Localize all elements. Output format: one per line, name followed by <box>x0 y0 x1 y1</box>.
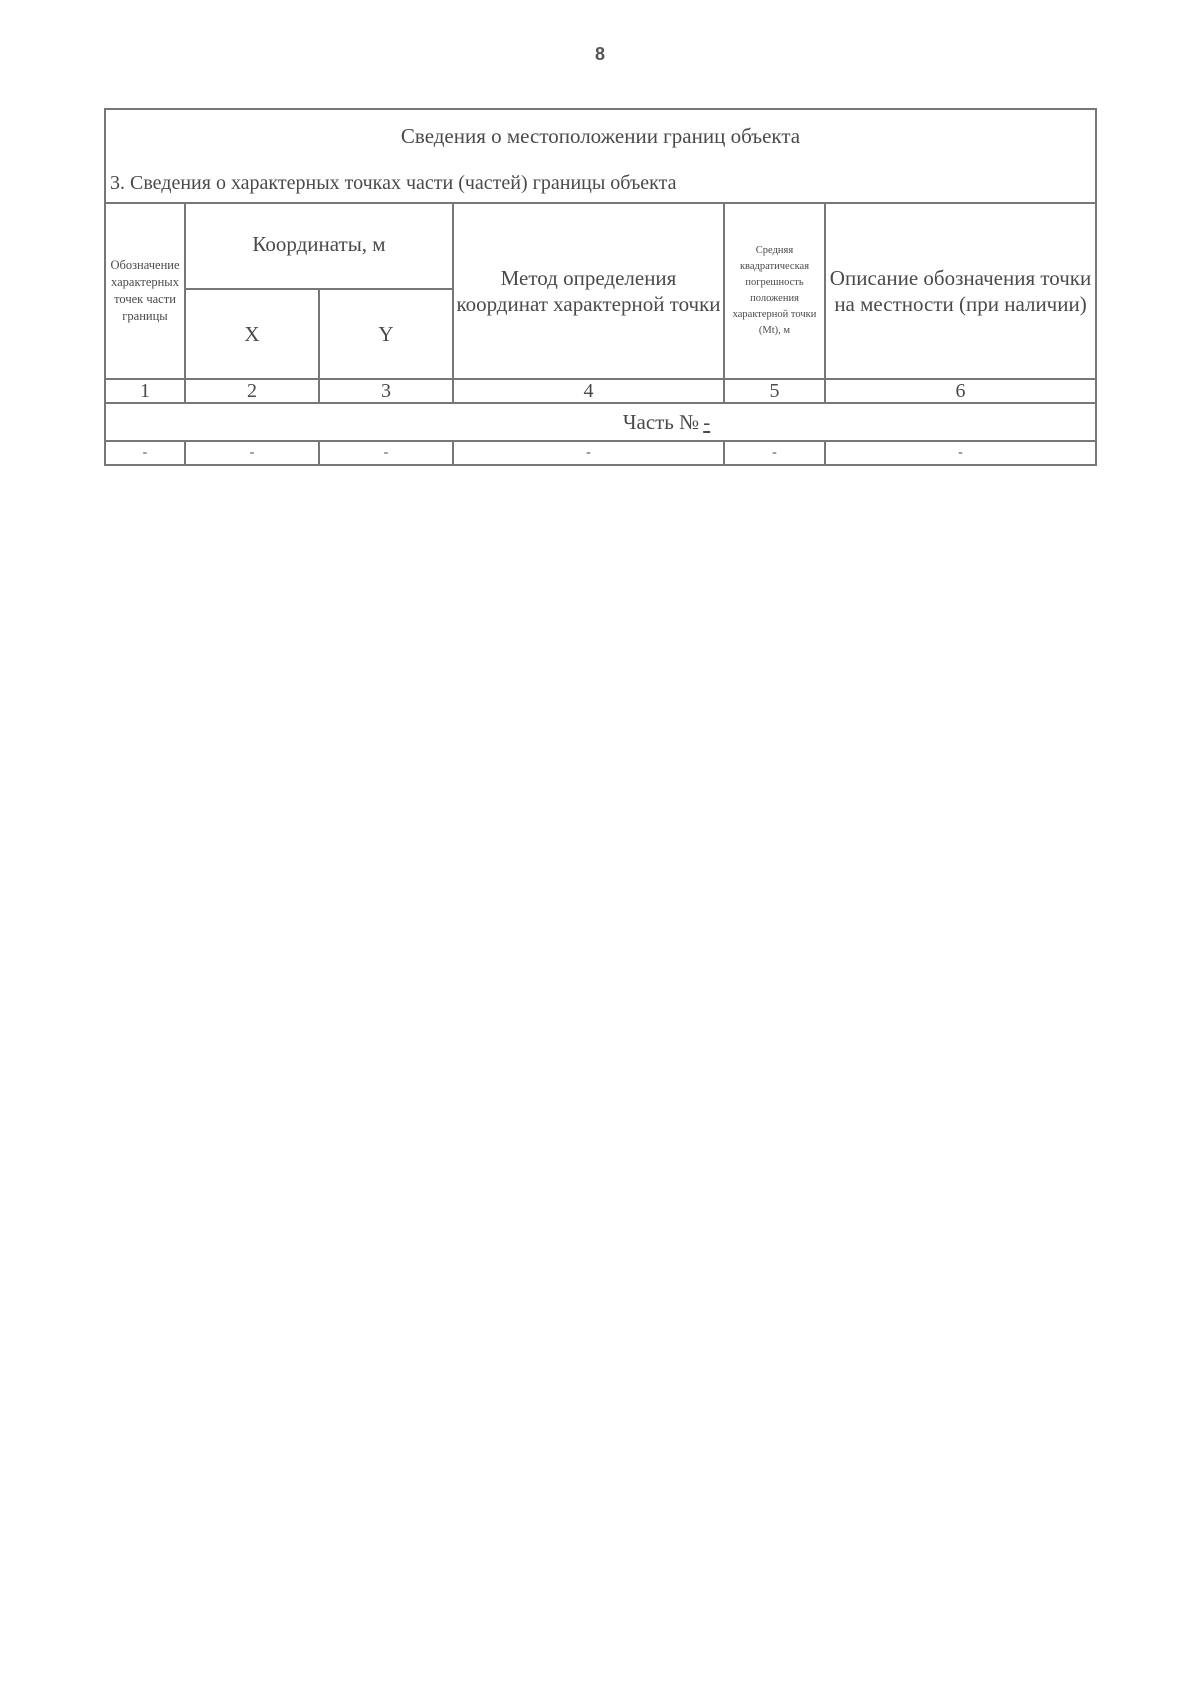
column-number: 5 <box>724 379 825 403</box>
header-x: X <box>185 289 319 379</box>
column-number: 4 <box>453 379 724 403</box>
table-title: Сведения о местоположении границ объекта <box>400 124 801 148</box>
part-label <box>623 410 710 435</box>
table-cell: - <box>319 441 453 465</box>
part-row <box>105 403 1096 441</box>
part-label-text: Часть № <box>622 409 700 434</box>
page-number: 8 <box>594 44 605 64</box>
header-coordinates: Координаты, м <box>185 203 453 289</box>
header-y: Y <box>319 289 453 379</box>
table-cell: - <box>105 441 185 465</box>
header-point-designation: Обозначение характерных точек части границы <box>105 203 185 379</box>
column-number: 2 <box>185 379 319 403</box>
table-row <box>105 441 1096 465</box>
table-cell: - <box>185 441 319 465</box>
header-method: Метод определения координат характерной точки <box>453 203 724 379</box>
column-number: 3 <box>319 379 453 403</box>
table-cell: - <box>724 441 825 465</box>
header-mean-error: Средняя квадратическая погрешность положения характерной точки (Mt), м <box>724 203 825 379</box>
table-title-cell <box>105 109 1096 203</box>
column-number-row <box>105 379 1096 403</box>
part-cell <box>105 403 1096 441</box>
boundary-points-table <box>104 108 1097 466</box>
table-cell: - <box>453 441 724 465</box>
table-subtitle: 3. Сведения о характерных точках части (частей) границы объекта <box>110 172 677 194</box>
header-description: Описание обозначения точки на местности (при наличии) <box>825 203 1096 379</box>
column-number: 1 <box>105 379 185 403</box>
table-cell: - <box>825 441 1096 465</box>
part-number: - <box>703 409 711 434</box>
column-number: 6 <box>825 379 1096 403</box>
